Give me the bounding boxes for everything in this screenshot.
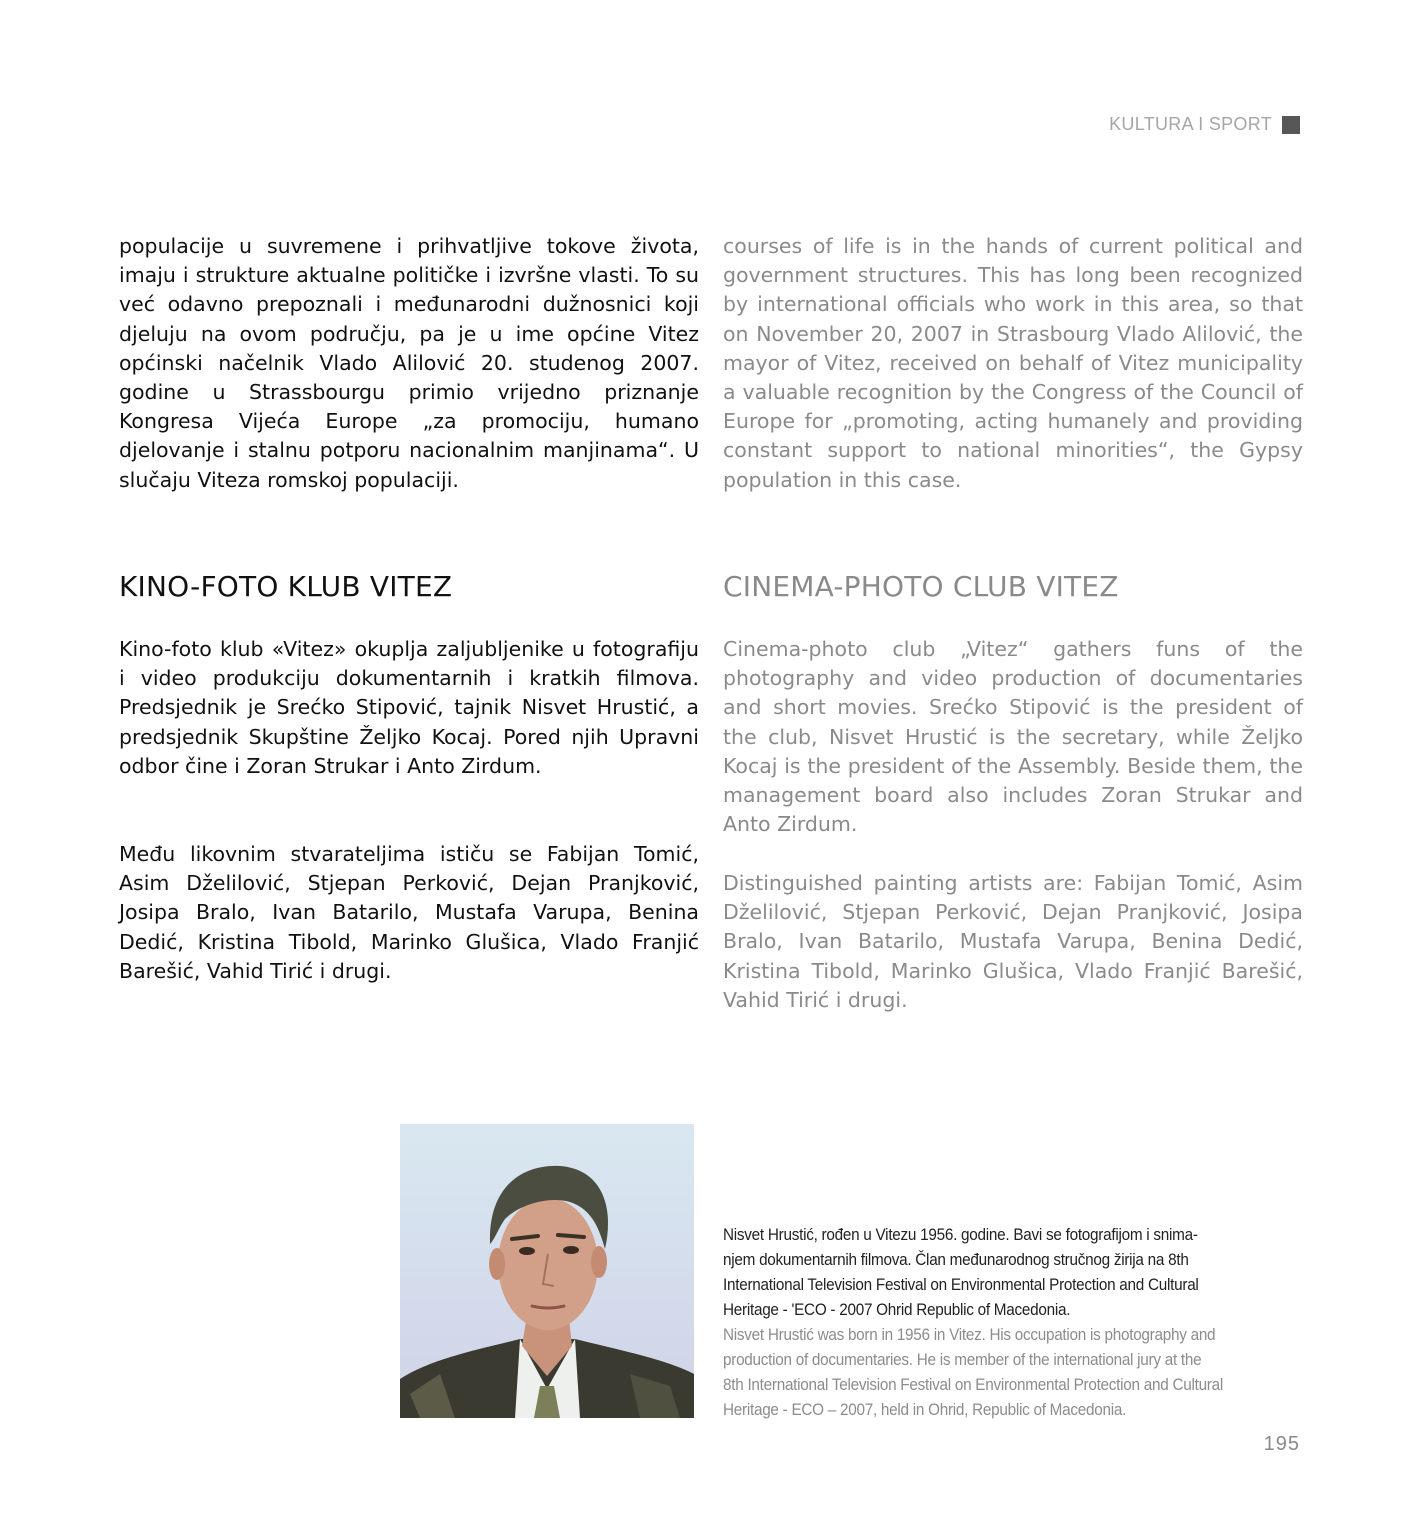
intro-paragraph-bosnian	[119, 232, 699, 495]
club-text-en: Cinema-photo club „Vitez“ gathers funs of the photography and video production of documentaries and short movies. Srećko Stipović is the president of the club, Nisvet Hrustić is the secretary, while Željko Kocaj is the president of the Assembly. Beside them, the management board also includes Zoran Strukar and Anto Zirdum.	[723, 637, 1303, 837]
running-head	[1109, 114, 1300, 135]
photo-caption-bosnian	[723, 1222, 1299, 1322]
portrait-illustration-icon	[400, 1124, 694, 1418]
artists-text-en: Distinguished painting artists are: Fabijan Tomić, Asim Dželilović, Stjepan Perković, Dejan Pranjković, Josipa Bralo, Ivan Batarilo, Mustafa Varupa, Benina Dedić, Kristina Tibold, Marinko Glušica, Vlado Franjić Barešić, Vahid Tirić i drugi.	[723, 871, 1303, 1012]
artists-paragraph-bosnian	[119, 840, 699, 986]
caption-line: Nisvet Hrustić was born in 1956 in Vitez. His occupation is photography and	[723, 1325, 1216, 1344]
club-text-bs: Kino-foto klub «Vitez» okuplja zaljubljenike u fotografiju i video produkciju dokumentarnih i kratkih filmova. Predsjednik je Srećko Stipović, tajnik Nisvet Hrustić, a predsjednik Skupštine Željko Kocaj. Pored njih Upravni odbor čine i Zoran Strukar i Anto Zirdum.	[119, 637, 699, 778]
portrait-photo	[400, 1124, 694, 1418]
intro-text-bs: populacije u suvremene i prihvatljive tokove života, imaju i strukture aktualne političke i izvršne vlasti. To su već odavno prepoznali i međunarodni dužnosnici koji djeluju na ovom području, pa je u ime općine Vitez općinski načelnik Vlado Alilović 20. studenog 2007. godine u Strassbourgu primio vrijedno priznanje Kongresa Vijeća Europe „za promociju, humano djelovanje i stalnu potporu nacionalnim manjinama“. U slučaju Viteza romskoj populaciji.	[119, 234, 699, 492]
page-number: 195	[1263, 1433, 1300, 1455]
section-marker-square-icon	[1282, 116, 1300, 134]
caption-line: njem dokumentarnih filmova. Član međunarodnog stručnog žirija na 8th	[723, 1250, 1189, 1269]
club-paragraph-english	[723, 635, 1303, 839]
club-paragraph-bosnian	[119, 635, 699, 781]
caption-line: International Television Festival on Environmental Protection and Cultural	[723, 1275, 1199, 1294]
intro-text-en: courses of life is in the hands of current political and government structures. This has long been recognized by international officials who work in this area, so that on November 20, 2007 in Strasbourg Vlado Alilović, the mayor of Vitez, received on behalf of Vitez municipality a valuable recognition by the Congress of the Council of Europe for „promoting, acting humanely and providing constant support to national minorities“, the Gypsy population in this case.	[723, 234, 1303, 492]
photo-caption-english	[723, 1322, 1299, 1422]
section-heading-bosnian: KINO-FOTO KLUB VITEZ	[119, 570, 453, 603]
artists-paragraph-english	[723, 869, 1303, 1015]
caption-line: production of documentaries. He is member of the international jury at the	[723, 1350, 1202, 1369]
caption-line: 8th International Television Festival on Environmental Protection and Cultural	[723, 1375, 1224, 1394]
intro-paragraph-english	[723, 232, 1303, 495]
section-label: KULTURA I SPORT	[1109, 114, 1272, 134]
section-heading-english: CINEMA-PHOTO CLUB VITEZ	[723, 570, 1119, 603]
artists-text-bs: Među likovnim stvarateljima ističu se Fabijan Tomić, Asim Dželilović, Stjepan Perković, Dejan Pranjković, Josipa Bralo, Ivan Batarilo, Mustafa Varupa, Benina Dedić, Kristina Tibold, Marinko Glušica, Vlado Franjić Barešić, Vahid Tirić i drugi.	[119, 842, 699, 983]
caption-line: Heritage - 'ECO - 2007 Ohrid Republic of Macedonia.	[723, 1300, 1071, 1319]
caption-line: Nisvet Hrustić, rođen u Vitezu 1956. godine. Bavi se fotografijom i snima-	[723, 1225, 1198, 1244]
caption-line: Heritage - ECO – 2007, held in Ohrid, Republic of Macedonia.	[723, 1400, 1127, 1419]
